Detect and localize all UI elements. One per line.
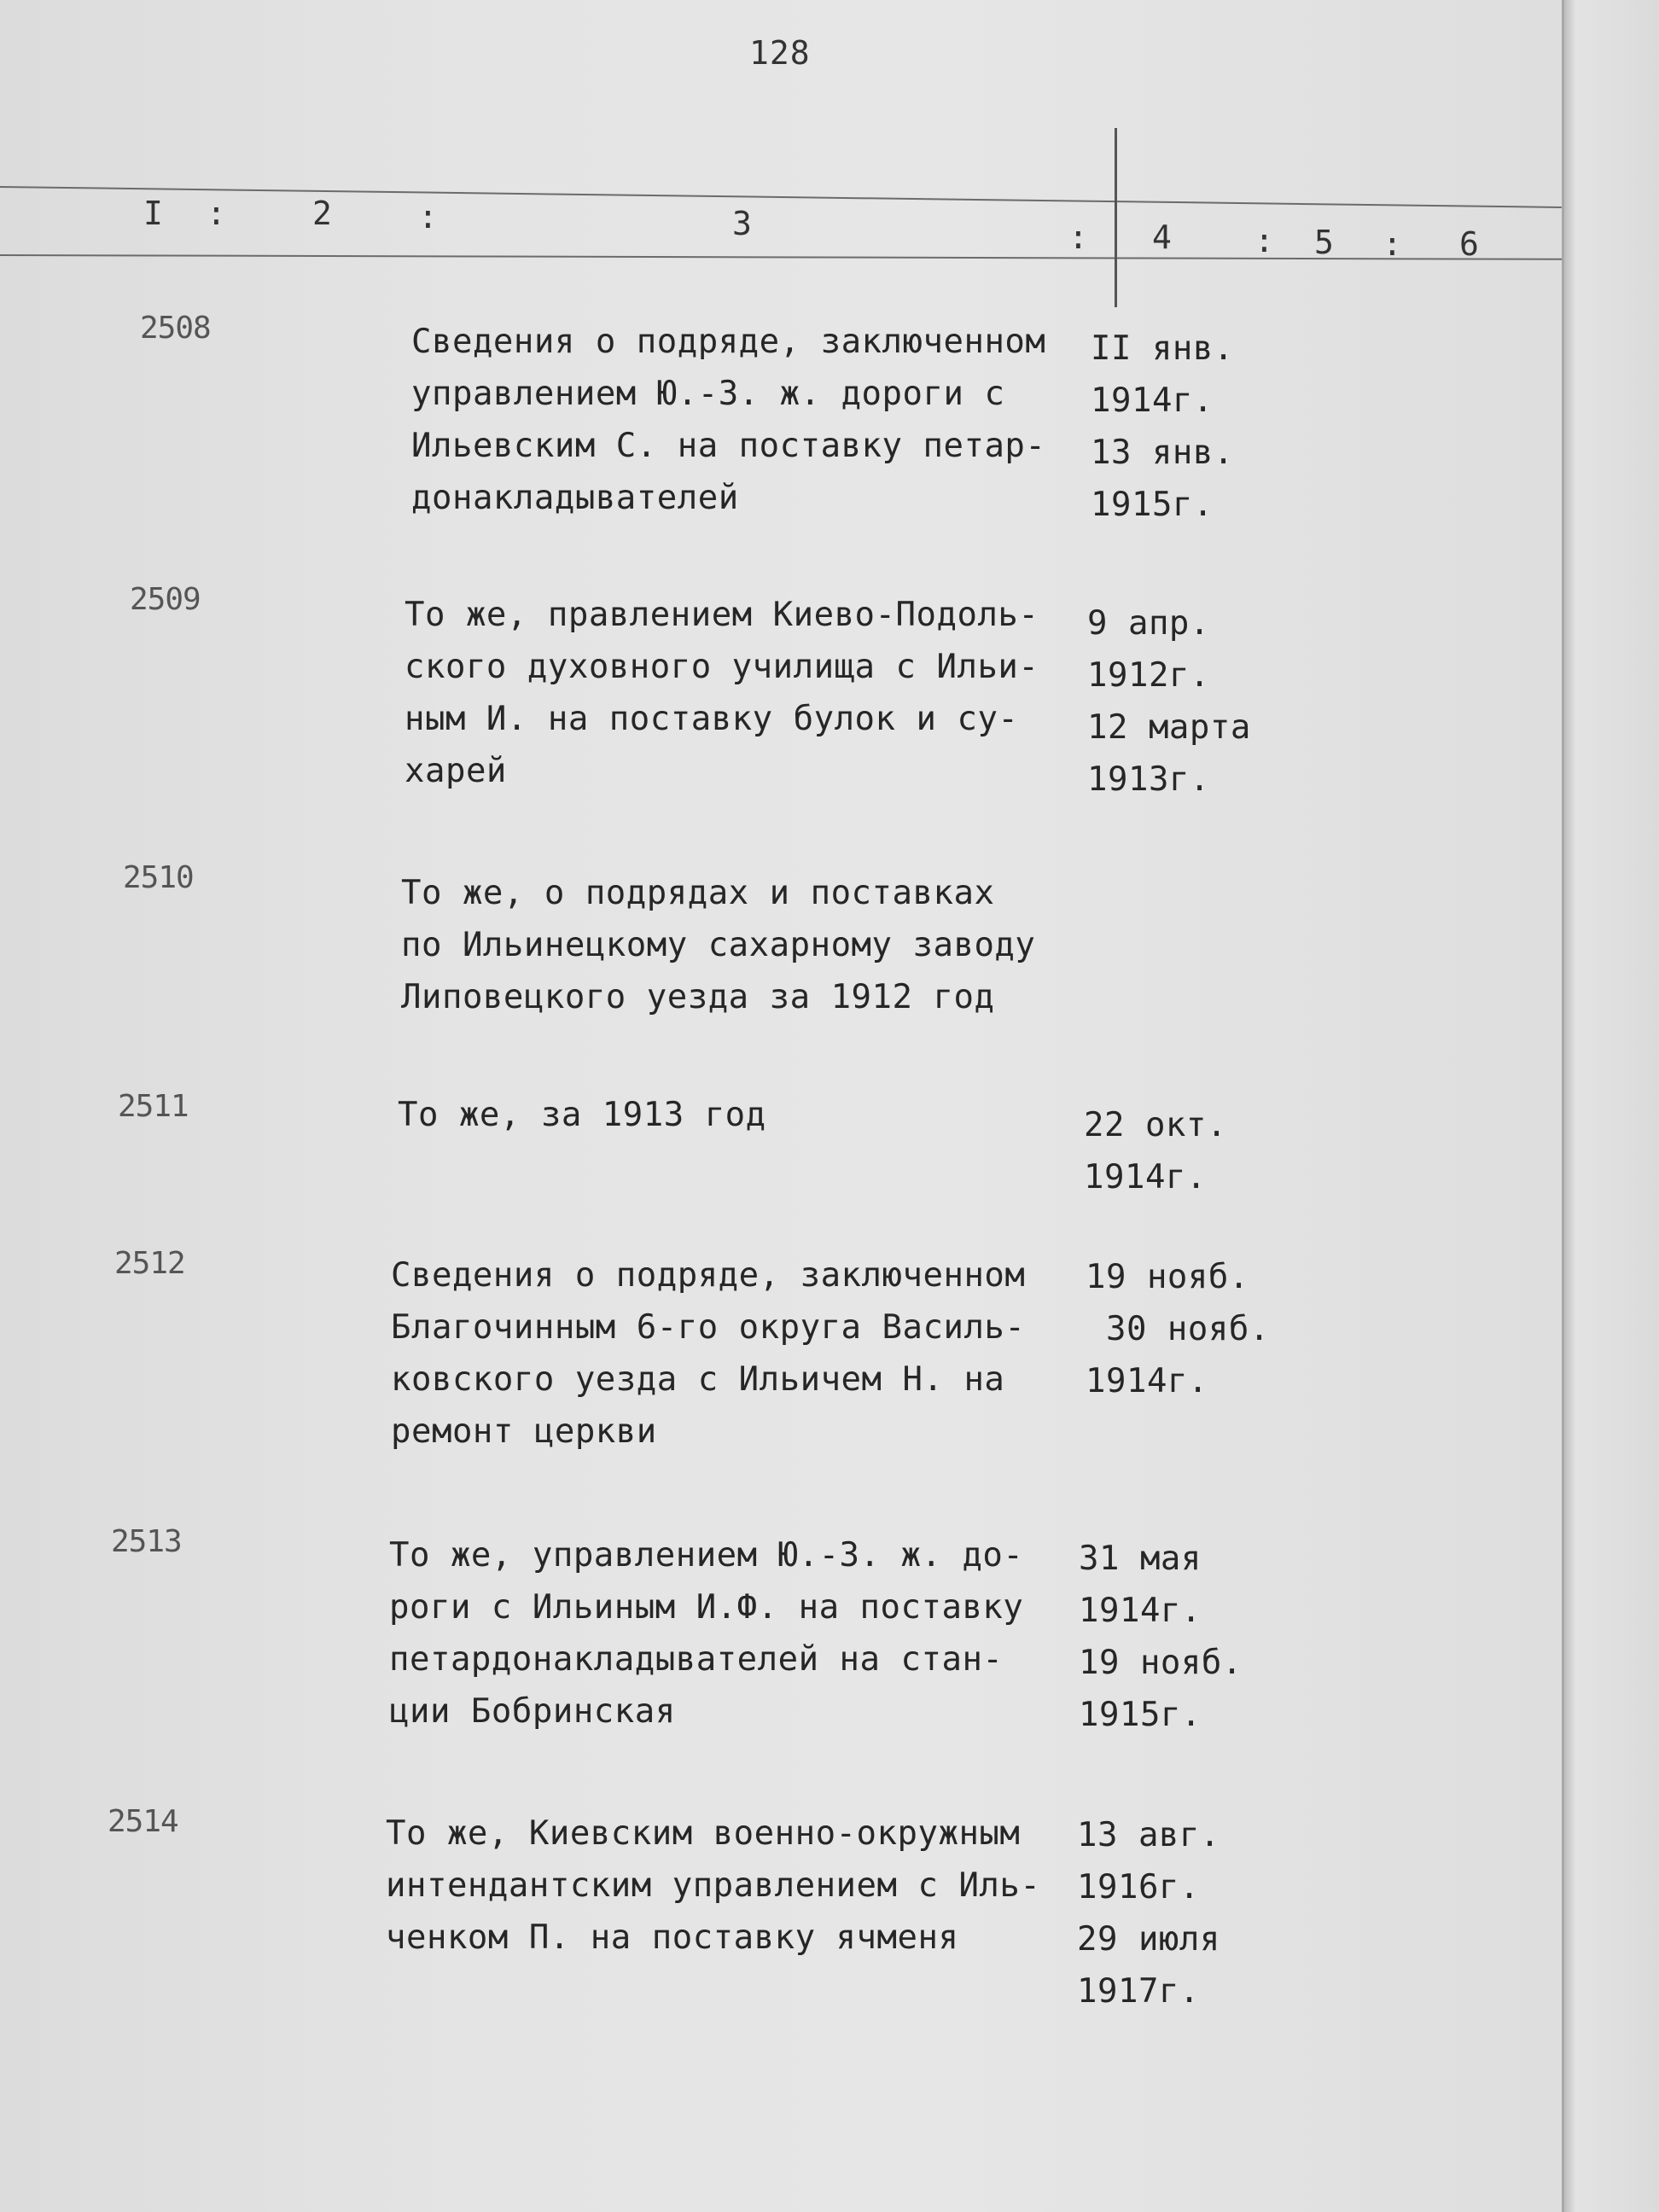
description-line: То же, Киевским военно-окружным <box>386 1814 1021 1853</box>
header-col-5: 5 <box>1314 224 1334 261</box>
date-line: 1916г. <box>1077 1868 1200 1906</box>
entry-number: 2512 <box>114 1246 185 1281</box>
date-line: 1914г. <box>1079 1592 1202 1630</box>
date-line: 1917г. <box>1077 1972 1200 2011</box>
description-line: Сведения о подряде, заключенном <box>411 323 1046 361</box>
date-line: 29 июля <box>1077 1920 1220 1959</box>
header-sep-1: : <box>207 195 226 232</box>
header-sep-4: : <box>1254 222 1274 259</box>
description-line: Липовецкого уезда за 1912 год <box>401 978 995 1016</box>
entry-dates <box>1087 597 1251 806</box>
description-line: Благочинным 6-го округа Василь- <box>391 1308 1026 1347</box>
description-line: Сведения о подряде, заключенном <box>391 1256 1026 1295</box>
date-line: 1915г. <box>1079 1696 1202 1734</box>
description-line: ным И. на поставку булок и су- <box>405 700 1019 738</box>
page-edge <box>1562 0 1659 2212</box>
description-line: петардонакладывателей на стан- <box>389 1640 1004 1679</box>
entry-number: 2511 <box>118 1089 189 1124</box>
date-line: 31 мая <box>1079 1540 1202 1578</box>
description-line: интендантским управлением с Иль- <box>386 1866 1041 1905</box>
date-line: 1914г. <box>1086 1362 1208 1400</box>
date-line: 13 янв. <box>1091 434 1234 472</box>
entry-dates <box>1084 1099 1227 1203</box>
description-line: ковского уезда с Ильичем Н. на <box>391 1360 1005 1399</box>
date-line: 22 окт. <box>1084 1106 1227 1144</box>
header-col-4: 4 <box>1152 218 1172 256</box>
description-line: ции Бобринская <box>389 1692 676 1731</box>
entry-description <box>401 867 1035 1023</box>
entry-description <box>405 589 1039 797</box>
description-line: То же, о подрядах и поставках <box>401 874 995 912</box>
entry-dates <box>1079 1533 1243 1741</box>
date-line: 19 нояб. <box>1079 1644 1243 1682</box>
entry-number: 2510 <box>123 860 194 895</box>
description-line: Ильевским С. на поставку петар- <box>411 427 1046 465</box>
entry-dates <box>1077 1809 1220 2017</box>
date-line: II янв. <box>1091 329 1234 368</box>
description-line: То же, правлением Киево-Подоль- <box>405 596 1039 634</box>
date-line: 30 нояб. <box>1086 1310 1270 1348</box>
entry-number: 2514 <box>108 1804 178 1839</box>
entry-number: 2509 <box>130 582 201 617</box>
header-top-rule <box>0 186 1562 208</box>
entry-description <box>411 316 1045 524</box>
header-sep-5: : <box>1382 225 1402 263</box>
description-line: харей <box>405 752 507 790</box>
description-line: ченком П. на поставку ячменя <box>386 1918 959 1957</box>
header-col-1: I <box>143 195 163 232</box>
description-line: То же, за 1913 год <box>398 1096 766 1134</box>
entry-description <box>398 1089 766 1141</box>
column-divider-line <box>1115 128 1117 307</box>
entry-description <box>389 1529 1023 1738</box>
description-line: управлением Ю.-З. ж. дороги с <box>411 375 1005 413</box>
header-col-6: 6 <box>1459 225 1479 263</box>
header-col-2: 2 <box>312 195 332 232</box>
date-line: 9 апр. <box>1087 604 1210 643</box>
description-line: То же, управлением Ю.-З. ж. до- <box>389 1536 1024 1575</box>
description-line: роги с Ильиным И.Ф. на поставку <box>389 1588 1024 1627</box>
date-line: 1914г. <box>1091 381 1214 420</box>
description-line: ского духовного училища с Ильи- <box>405 648 1039 686</box>
date-line: 12 марта <box>1087 708 1251 747</box>
date-line: 1914г. <box>1084 1158 1207 1196</box>
header-col-3: 3 <box>732 205 752 242</box>
entry-dates <box>1091 323 1234 531</box>
date-line: 1913г. <box>1087 760 1210 799</box>
date-line: 1912г. <box>1087 656 1210 695</box>
header-sep-3: : <box>1068 218 1088 256</box>
description-line: ремонт церкви <box>391 1412 657 1451</box>
date-line: 1915г. <box>1091 486 1214 524</box>
date-line: 13 авг. <box>1077 1816 1220 1854</box>
entry-dates <box>1086 1251 1270 1407</box>
entry-number: 2513 <box>111 1524 182 1559</box>
entry-number: 2508 <box>140 311 211 346</box>
header-sep-2: : <box>418 198 438 236</box>
entry-description <box>386 1807 1040 1964</box>
date-line: 19 нояб. <box>1086 1258 1249 1296</box>
description-line: по Ильинецкому сахарному заводу <box>401 926 1036 964</box>
description-line: донакладывателей <box>411 479 739 517</box>
page-number: 128 <box>749 34 811 72</box>
entry-description <box>391 1249 1025 1458</box>
